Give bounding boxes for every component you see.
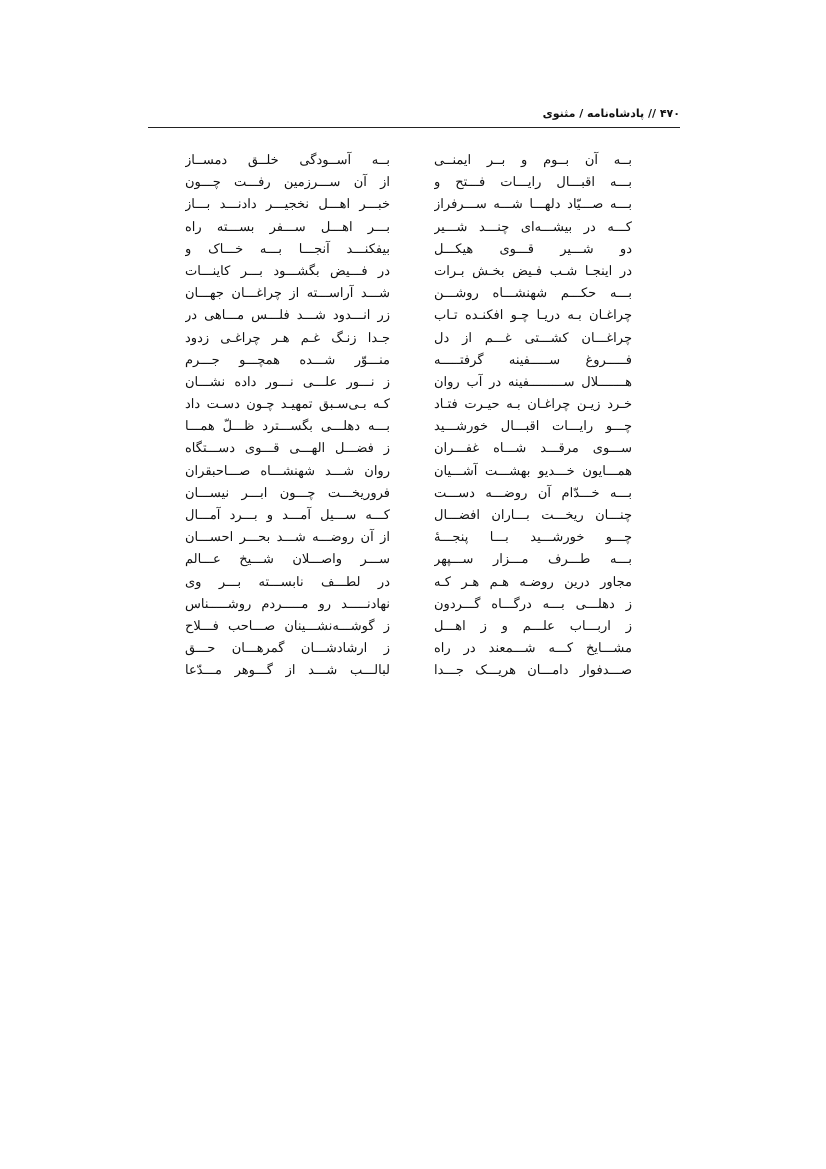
hemistich-left-8: زر انـــدود شـــد فلـــس مـــاهی در — [185, 308, 390, 324]
hemistich-left-11: ز نـــور علـــی نـــور داده نشـــان — [185, 374, 390, 390]
hemistich-right-19: بـــه طـــرف مـــزار ســـپهر — [434, 552, 632, 568]
hemistich-left-15: روان شـــد شهنشـــاه صـــاحبقران — [185, 463, 390, 479]
hemistich-right-6: در اینجـا شـب فـیض بخـش بـرات — [434, 263, 632, 279]
hemistich-right-4: کـــه در بیشـــه‌ای چنـــد شـــیر — [434, 219, 632, 235]
hemistich-right-16: بـــه خـــدّام آن روضـــه دســـت — [434, 485, 632, 501]
verse-column-right — [434, 150, 632, 683]
hemistich-left-2: از آن ســـرزمین رفـــت چـــون — [185, 175, 390, 191]
hemistich-left-23: ز ارشادشـــان گمرهـــان حـــق — [185, 641, 390, 657]
hemistich-left-20: در لطـــف نابســـته بـــر وی — [185, 574, 390, 590]
hemistich-left-10: منـــوّر شـــده همچـــو جـــرم — [185, 352, 390, 368]
hemistich-right-14: ســـوی مرقـــد شـــاه غفـــران — [434, 441, 632, 457]
hemistich-right-7: بـــه حکـــم شهنشـــاه روشـــن — [434, 286, 632, 302]
header-divider — [148, 127, 680, 128]
hemistich-left-21: نهادنـــــد رو مـــــردم روشـــــناس — [185, 596, 390, 612]
hemistich-right-13: چـــو رایـــات اقبـــال خورشـــید — [434, 419, 632, 435]
hemistich-right-11: هـــــــلال ســـــــــفینه در آب روان — [434, 374, 632, 390]
hemistich-right-15: همـــایون خـــدیو بهشـــت آشـــیان — [434, 463, 632, 479]
hemistich-left-9: جـدا زنـگ غـم هـر چراغـی زدود — [185, 330, 390, 346]
hemistich-right-23: مشـــایخ کـــه شـــمعند در راه — [434, 641, 632, 657]
hemistich-right-5: دو شـــیر قـــوی هیکـــل — [434, 241, 632, 257]
hemistich-left-17: کـــه ســـیل آمـــد و بـــرد آمـــال — [185, 508, 390, 523]
hemistich-left-13: بـــه دهلـــی بگســـترد ظـــلّ همـــا — [185, 419, 390, 435]
hemistich-right-17: چنـــان ریخـــت بـــاران افضـــال — [434, 508, 632, 523]
verse-column-left — [185, 150, 390, 683]
hemistich-left-1: بــه آســودگی خلــق دمســاز — [185, 153, 390, 168]
hemistich-left-5: بیفکنـــد آنجـــا بـــه خـــاک و — [185, 241, 390, 257]
hemistich-left-6: در فـــیض بگشـــود بـــر کاینـــات — [185, 263, 390, 279]
hemistich-right-18: چـــو خورشـــید بـــا پنجـــهٔ — [434, 530, 632, 546]
hemistich-right-1: بــه آن بــوم و بــر ایمنــی — [434, 153, 632, 168]
hemistich-right-10: فـــــروغ ســـــفینه گرفتـــــه — [434, 352, 632, 368]
hemistich-left-12: کـه بـی‌سـبق تمهیـد چـون دسـت داد — [185, 397, 390, 413]
hemistich-left-3: خبـــر اهـــل نخجیـــر دادنـــد بـــاز — [185, 197, 390, 213]
hemistich-right-8: چراغـان بـه دریـا چـو افکنـده تـاب — [434, 308, 632, 324]
page-header — [148, 104, 680, 124]
hemistich-left-18: از آن روضـــه شـــد بحـــر احســـان — [185, 530, 390, 546]
hemistich-left-16: فروریخـــت چـــون ابـــر نیســـان — [185, 485, 390, 501]
hemistich-left-4: بـــر اهـــل ســـفر بســـته راه — [185, 219, 390, 235]
hemistich-right-22: ز اربـــاب علـــم و ز اهـــل — [434, 618, 632, 634]
hemistich-left-14: ز فضـــل الهـــی قـــوی دســـتگاه — [185, 441, 390, 457]
hemistich-left-22: ز گوشـــه‌نشـــینان صـــاحب فـــلاح — [185, 618, 390, 634]
hemistich-right-9: چراغـــان کشـــتی غـــم از دل — [434, 330, 632, 346]
running-head: ۴۷۰ // پادشاه‌نامه / مثنوی — [542, 107, 680, 120]
hemistich-right-24: صـــدفوار دامـــان هریـــک جـــدا — [434, 663, 632, 679]
hemistich-left-7: شـــد آراســـته از چراغـــان جهـــان — [185, 286, 390, 302]
hemistich-right-21: ز دهلـــی بـــه درگـــاه گـــردون — [434, 596, 632, 612]
hemistich-right-20: مجاور درین روضـه هـم هـر کـه — [434, 574, 632, 590]
hemistich-left-24: لبالـــب شـــد از گـــوهر مـــدّعا — [185, 663, 390, 679]
hemistich-left-19: ســـر واصـــلان شـــیخ عـــالم — [185, 552, 390, 568]
hemistich-right-2: بـــه اقبـــال رایـــات فـــتح و — [434, 175, 632, 191]
hemistich-right-3: بـــه صـــیّاد دلهـــا شـــه ســـرفراز — [434, 197, 632, 213]
hemistich-right-12: خـرد زیـن چراغـان بـه حیـرت فتـاد — [434, 397, 632, 413]
